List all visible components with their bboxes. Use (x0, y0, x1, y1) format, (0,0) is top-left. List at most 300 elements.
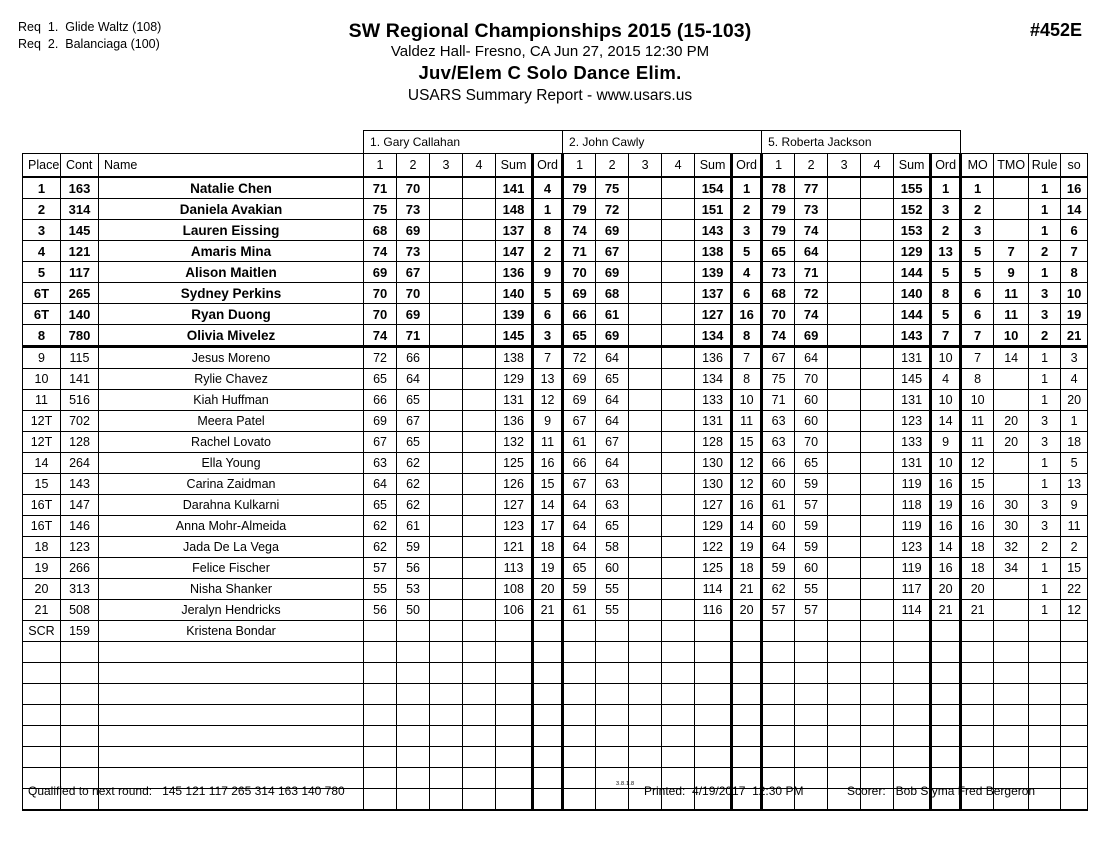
venue-datetime: Valdez Hall- Fresno, CA Jun 27, 2015 12:30 PM (390, 43, 710, 60)
cell-judge2-score1: 69 (563, 390, 596, 411)
table-row[interactable] (23, 453, 1088, 474)
col-header-j3-s1: 1 (762, 154, 795, 178)
cell-judge3-sum: 143 (894, 325, 931, 347)
cell-judge3-score3 (828, 621, 861, 642)
cell-judge1-score2: 71 (397, 325, 430, 347)
cell-judge2-score2 (596, 642, 629, 663)
cell-judge2-ord: 21 (732, 579, 762, 600)
cell-mo: 21 (961, 600, 994, 621)
cell-judge2-score4 (662, 495, 695, 516)
cell-judge2-sum: 127 (695, 304, 732, 325)
cell-judge2-score1: 64 (563, 537, 596, 558)
cell-judge3-score4 (861, 262, 894, 283)
cell-cont: 264 (61, 453, 99, 474)
cell-place: 21 (23, 600, 61, 621)
cell-judge2-score3 (629, 747, 662, 768)
cell-so: 1 (1061, 411, 1088, 432)
cell-judge1-sum: 131 (496, 390, 533, 411)
cell-judge2-score2 (596, 663, 629, 684)
table-row[interactable] (23, 558, 1088, 579)
cell-judge1-score2 (397, 642, 430, 663)
cell-judge1-ord: 15 (533, 474, 563, 495)
cell-judge3-sum: 123 (894, 537, 931, 558)
cell-rule (1029, 684, 1061, 705)
cell-judge1-sum (496, 705, 533, 726)
cell-judge2-ord (732, 621, 762, 642)
cell-name: Alison Maitlen (99, 262, 364, 283)
table-row-empty[interactable] (23, 747, 1088, 768)
cell-judge1-sum: 123 (496, 516, 533, 537)
cell-name: Ella Young (99, 453, 364, 474)
cell-place: 18 (23, 537, 61, 558)
col-header-j1-sum: Sum (496, 154, 533, 178)
table-row[interactable] (23, 177, 1088, 199)
cell-judge3-ord: 10 (931, 390, 961, 411)
qualified-next-round: Qualified to next round: 145 121 117 265 314 163 140 780 (28, 784, 345, 798)
cell-judge1-score3 (430, 705, 463, 726)
cell-judge2-ord: 5 (732, 241, 762, 262)
cell-cont: 516 (61, 390, 99, 411)
cell-judge1-ord: 17 (533, 516, 563, 537)
cell-judge3-score3 (828, 304, 861, 325)
cell-judge2-sum: 133 (695, 390, 732, 411)
cell-judge2-ord: 8 (732, 369, 762, 390)
cell-cont (61, 684, 99, 705)
cell-judge2-sum: 129 (695, 516, 732, 537)
cell-judge2-score2: 67 (596, 432, 629, 453)
cell-judge2-score1 (563, 663, 596, 684)
cell-rule: 1 (1029, 390, 1061, 411)
cell-judge1-ord: 4 (533, 177, 563, 199)
cell-cont: 266 (61, 558, 99, 579)
cell-judge2-score4 (662, 325, 695, 347)
cell-judge1-ord (533, 726, 563, 747)
cell-judge3-score2: 59 (795, 537, 828, 558)
cell-name: Amaris Mina (99, 241, 364, 262)
cell-judge3-score1: 63 (762, 411, 795, 432)
cell-tmo (994, 474, 1029, 495)
cell-judge2-score2 (596, 684, 629, 705)
table-row[interactable] (23, 325, 1088, 347)
cell-mo: 16 (961, 495, 994, 516)
cell-judge1-score4 (463, 600, 496, 621)
cell-so: 16 (1061, 177, 1088, 199)
cell-judge3-sum: 118 (894, 495, 931, 516)
cell-judge1-score3 (430, 304, 463, 325)
col-header-mo: MO (961, 154, 994, 178)
cell-rule: 3 (1029, 516, 1061, 537)
cell-judge3-score3 (828, 411, 861, 432)
cell-judge3-score3 (828, 684, 861, 705)
cell-judge3-score4 (861, 390, 894, 411)
cell-judge2-score4 (662, 411, 695, 432)
cell-judge1-sum: 108 (496, 579, 533, 600)
cell-mo (961, 663, 994, 684)
cell-tmo (994, 453, 1029, 474)
cell-judge3-score2: 70 (795, 432, 828, 453)
cell-tmo (994, 663, 1029, 684)
cell-tmo: 32 (994, 537, 1029, 558)
cell-judge1-sum: 136 (496, 262, 533, 283)
cell-tmo (994, 642, 1029, 663)
col-header-so: so (1061, 154, 1088, 178)
col-header-rule: Rule (1029, 154, 1061, 178)
cell-judge1-score3 (430, 726, 463, 747)
cell-judge1-sum: 147 (496, 241, 533, 262)
cell-judge3-sum (894, 726, 931, 747)
cell-judge2-score1: 66 (563, 304, 596, 325)
table-row[interactable] (23, 347, 1088, 369)
cell-place: 12T (23, 411, 61, 432)
cell-name (99, 726, 364, 747)
table-row[interactable] (23, 600, 1088, 621)
cell-judge1-score1 (364, 663, 397, 684)
cell-cont: 128 (61, 432, 99, 453)
cell-judge2-score3 (629, 516, 662, 537)
cell-judge1-score4 (463, 621, 496, 642)
cell-rule: 3 (1029, 283, 1061, 304)
cell-judge3-sum: 155 (894, 177, 931, 199)
cell-judge2-score4 (662, 262, 695, 283)
cell-judge1-score3 (430, 642, 463, 663)
table-row[interactable] (23, 516, 1088, 537)
cell-judge3-score1 (762, 621, 795, 642)
cell-judge1-score4 (463, 220, 496, 241)
page-header (0, 0, 1100, 116)
cell-name: Carina Zaidman (99, 474, 364, 495)
cell-judge2-score1: 66 (563, 453, 596, 474)
cell-judge1-score2 (397, 747, 430, 768)
cell-judge3-score1: 59 (762, 558, 795, 579)
cell-judge2-score3 (629, 283, 662, 304)
cell-judge3-score3 (828, 579, 861, 600)
judge-2-header: 2. John Cawly (563, 131, 762, 154)
cell-judge3-sum (894, 684, 931, 705)
cell-judge3-score1 (762, 663, 795, 684)
table-row-empty[interactable] (23, 663, 1088, 684)
cell-so: 5 (1061, 453, 1088, 474)
cell-tmo: 7 (994, 241, 1029, 262)
cell-judge1-score2: 73 (397, 199, 430, 220)
cell-place (23, 726, 61, 747)
cell-judge3-score1: 65 (762, 241, 795, 262)
column-header-row (23, 154, 1088, 178)
cell-judge1-score1 (364, 705, 397, 726)
cell-judge3-score3 (828, 495, 861, 516)
cell-judge2-ord: 10 (732, 390, 762, 411)
cell-judge2-score4 (662, 390, 695, 411)
cell-judge1-sum: 129 (496, 369, 533, 390)
cell-judge2-score3 (629, 177, 662, 199)
cell-judge3-score1: 60 (762, 474, 795, 495)
table-row-empty[interactable] (23, 684, 1088, 705)
cell-judge2-score3 (629, 663, 662, 684)
cell-judge1-sum: 140 (496, 283, 533, 304)
cell-rule: 1 (1029, 347, 1061, 369)
cell-judge2-sum: 136 (695, 347, 732, 369)
cell-judge2-score2 (596, 747, 629, 768)
cell-judge3-ord: 19 (931, 495, 961, 516)
cell-judge1-score3 (430, 579, 463, 600)
cell-judge3-score2: 64 (795, 347, 828, 369)
cell-judge2-score4 (662, 726, 695, 747)
cell-judge1-score4 (463, 283, 496, 304)
cell-judge3-score2: 60 (795, 411, 828, 432)
cell-place: 9 (23, 347, 61, 369)
cell-place: 16T (23, 495, 61, 516)
cell-judge3-score1: 71 (762, 390, 795, 411)
table-row[interactable] (23, 390, 1088, 411)
table-row[interactable] (23, 621, 1088, 642)
cell-tmo (994, 177, 1029, 199)
table-row-empty[interactable] (23, 726, 1088, 747)
cell-rule: 3 (1029, 432, 1061, 453)
cell-judge1-score3 (430, 621, 463, 642)
cell-judge3-score3 (828, 474, 861, 495)
judge-1-header: 1. Gary Callahan (364, 131, 563, 154)
cell-judge3-score1: 79 (762, 220, 795, 241)
cell-judge2-score3 (629, 600, 662, 621)
cell-judge3-ord: 9 (931, 432, 961, 453)
cell-cont: 314 (61, 199, 99, 220)
cell-judge3-score4 (861, 199, 894, 220)
cell-judge2-ord: 6 (732, 283, 762, 304)
table-row[interactable] (23, 304, 1088, 325)
cell-so: 20 (1061, 390, 1088, 411)
requirement-1: Req 1. Glide Waltz (108) (18, 20, 162, 34)
cell-judge1-score2: 65 (397, 432, 430, 453)
cell-judge3-ord (931, 726, 961, 747)
cell-judge3-sum: 119 (894, 516, 931, 537)
cell-judge2-score4 (662, 747, 695, 768)
cell-judge1-score2 (397, 621, 430, 642)
cell-judge3-sum: 131 (894, 390, 931, 411)
cell-name: Felice Fischer (99, 558, 364, 579)
table-row[interactable] (23, 474, 1088, 495)
cell-tmo: 11 (994, 283, 1029, 304)
cell-judge1-score4 (463, 347, 496, 369)
cell-judge2-score2: 64 (596, 390, 629, 411)
cell-judge2-score1: 69 (563, 369, 596, 390)
cell-judge1-score3 (430, 325, 463, 347)
table-row-empty[interactable] (23, 642, 1088, 663)
cell-judge2-score4 (662, 621, 695, 642)
cell-judge1-sum (496, 621, 533, 642)
cell-judge1-score1: 74 (364, 241, 397, 262)
cell-judge2-score2: 75 (596, 177, 629, 199)
cell-name: Darahna Kulkarni (99, 495, 364, 516)
col-header-j1-s4: 4 (463, 154, 496, 178)
cell-judge1-ord: 7 (533, 347, 563, 369)
cell-judge1-score1: 74 (364, 325, 397, 347)
cell-judge2-score3 (629, 495, 662, 516)
cell-judge2-sum (695, 726, 732, 747)
cell-rule: 1 (1029, 558, 1061, 579)
cell-judge1-score3 (430, 474, 463, 495)
cell-judge1-score3 (430, 347, 463, 369)
cell-judge2-score4 (662, 304, 695, 325)
cell-rule (1029, 621, 1061, 642)
cell-judge2-ord (732, 663, 762, 684)
cell-judge1-score2: 56 (397, 558, 430, 579)
cell-judge3-score4 (861, 537, 894, 558)
cell-judge3-score1: 79 (762, 199, 795, 220)
cell-judge3-score2 (795, 684, 828, 705)
cell-judge1-score3 (430, 199, 463, 220)
table-row[interactable] (23, 369, 1088, 390)
table-row[interactable] (23, 283, 1088, 304)
col-header-place: Place (23, 154, 61, 178)
cell-rule (1029, 747, 1061, 768)
cell-judge2-score2: 69 (596, 325, 629, 347)
cell-so: 6 (1061, 220, 1088, 241)
cell-judge2-score1: 65 (563, 325, 596, 347)
cell-judge1-score3 (430, 663, 463, 684)
cell-judge2-sum: 138 (695, 241, 732, 262)
cell-tmo (994, 220, 1029, 241)
cell-judge2-ord: 18 (732, 558, 762, 579)
cell-judge3-sum (894, 747, 931, 768)
cell-judge2-score2: 55 (596, 600, 629, 621)
cell-judge1-score4 (463, 432, 496, 453)
cell-judge1-score4 (463, 262, 496, 283)
cell-judge1-score2: 66 (397, 347, 430, 369)
cell-judge2-ord: 16 (732, 304, 762, 325)
cell-tmo: 30 (994, 495, 1029, 516)
cell-judge1-sum: 137 (496, 220, 533, 241)
cell-judge1-score4 (463, 558, 496, 579)
cell-judge3-score4 (861, 347, 894, 369)
cell-name (99, 663, 364, 684)
cell-tmo (994, 369, 1029, 390)
table-row[interactable] (23, 411, 1088, 432)
table-row[interactable] (23, 537, 1088, 558)
cell-judge3-sum: 152 (894, 199, 931, 220)
cell-judge2-score4 (662, 432, 695, 453)
cell-mo (961, 705, 994, 726)
cell-judge1-score3 (430, 241, 463, 262)
cell-judge2-ord: 12 (732, 474, 762, 495)
cell-judge2-score4 (662, 705, 695, 726)
requirement-2: Req 2. Balanciaga (100) (18, 37, 160, 51)
cell-judge1-score3 (430, 747, 463, 768)
cell-judge3-ord: 3 (931, 199, 961, 220)
table-row[interactable] (23, 495, 1088, 516)
cell-judge1-score2: 73 (397, 241, 430, 262)
cell-judge1-sum: 139 (496, 304, 533, 325)
col-header-j1-ord: Ord (533, 154, 563, 178)
cell-name: Daniela Avakian (99, 199, 364, 220)
cell-tmo (994, 747, 1029, 768)
cell-judge2-score1: 64 (563, 516, 596, 537)
cell-rule: 2 (1029, 537, 1061, 558)
cell-tmo (994, 579, 1029, 600)
cell-tmo: 20 (994, 432, 1029, 453)
cell-judge3-score1 (762, 684, 795, 705)
table-row[interactable] (23, 241, 1088, 262)
table-row-empty[interactable] (23, 705, 1088, 726)
cell-judge2-sum (695, 747, 732, 768)
cell-so (1061, 768, 1088, 789)
cell-judge1-score3 (430, 390, 463, 411)
cell-so: 21 (1061, 325, 1088, 347)
cell-judge2-sum: 128 (695, 432, 732, 453)
cell-tmo (994, 726, 1029, 747)
cell-judge1-sum: 121 (496, 537, 533, 558)
cell-judge2-sum (695, 705, 732, 726)
cell-judge3-score3 (828, 516, 861, 537)
cell-judge1-score1: 70 (364, 304, 397, 325)
cell-judge1-score2: 69 (397, 304, 430, 325)
cell-mo (961, 747, 994, 768)
cell-judge2-score3 (629, 537, 662, 558)
cell-judge1-sum: 148 (496, 199, 533, 220)
table-row[interactable] (23, 220, 1088, 241)
cell-tmo (994, 390, 1029, 411)
cell-judge1-score1: 71 (364, 177, 397, 199)
cell-judge2-sum: 134 (695, 325, 732, 347)
cell-judge3-score4 (861, 726, 894, 747)
cell-judge2-score2: 65 (596, 516, 629, 537)
cell-cont: 121 (61, 241, 99, 262)
cell-judge1-ord (533, 684, 563, 705)
cell-judge3-ord (931, 684, 961, 705)
table-row[interactable] (23, 432, 1088, 453)
page-footer (22, 781, 1034, 803)
cell-judge3-ord: 1 (931, 177, 961, 199)
title-block (0, 20, 1100, 107)
cell-judge3-score3 (828, 241, 861, 262)
cell-judge1-score3 (430, 600, 463, 621)
cell-so (1061, 726, 1088, 747)
cell-judge3-score4 (861, 495, 894, 516)
cell-judge1-ord: 9 (533, 262, 563, 283)
cell-judge3-score1: 68 (762, 283, 795, 304)
cell-cont: 159 (61, 621, 99, 642)
cell-cont: 780 (61, 325, 99, 347)
cell-judge1-ord (533, 642, 563, 663)
cell-judge1-score1: 65 (364, 369, 397, 390)
cell-judge1-ord: 14 (533, 495, 563, 516)
table-row[interactable] (23, 262, 1088, 283)
cell-judge1-score3 (430, 453, 463, 474)
cell-judge2-score3 (629, 199, 662, 220)
table-row[interactable] (23, 199, 1088, 220)
cell-judge3-score4 (861, 621, 894, 642)
cell-rule (1029, 642, 1061, 663)
cell-judge2-ord: 15 (732, 432, 762, 453)
cell-judge3-ord: 14 (931, 411, 961, 432)
cell-so (1061, 705, 1088, 726)
cell-mo: 18 (961, 537, 994, 558)
cell-judge3-score1: 74 (762, 325, 795, 347)
cell-judge2-ord: 11 (732, 411, 762, 432)
cell-tmo: 11 (994, 304, 1029, 325)
cell-tmo (994, 705, 1029, 726)
cell-judge2-score1: 70 (563, 262, 596, 283)
cell-judge1-score1 (364, 642, 397, 663)
cell-judge2-ord (732, 642, 762, 663)
table-row[interactable] (23, 579, 1088, 600)
cell-so: 12 (1061, 600, 1088, 621)
cell-cont: 147 (61, 495, 99, 516)
cell-judge1-score4 (463, 495, 496, 516)
cell-mo: 5 (961, 241, 994, 262)
cell-judge3-score2: 69 (795, 325, 828, 347)
cell-judge3-score3 (828, 390, 861, 411)
cell-judge3-sum (894, 642, 931, 663)
cell-judge3-score1: 63 (762, 432, 795, 453)
